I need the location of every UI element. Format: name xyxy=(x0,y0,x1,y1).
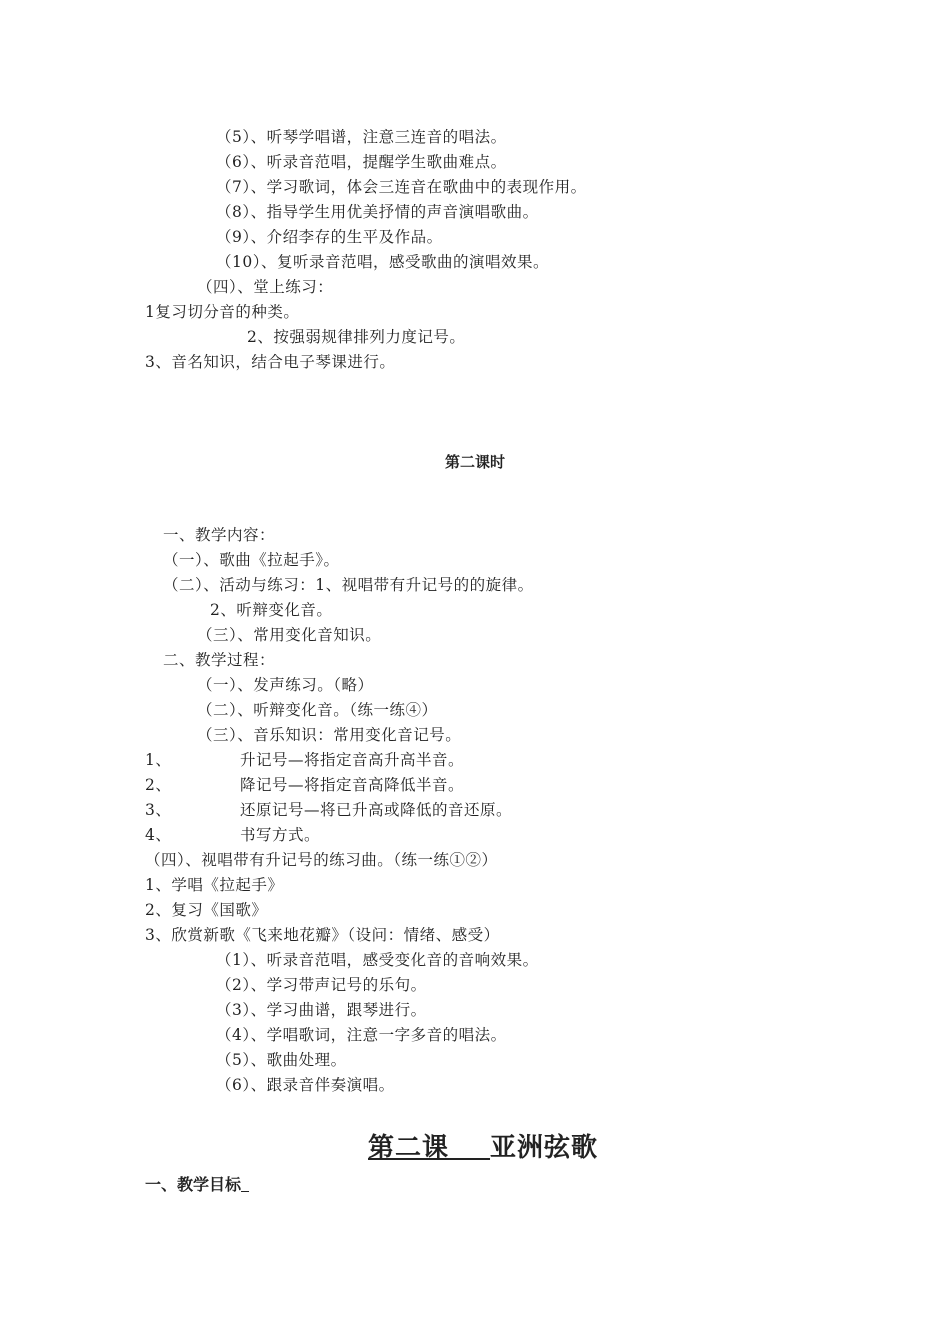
text-line: （3）、学习曲谱，跟琴进行。 xyxy=(216,1001,427,1019)
text-line: （一）、发声练习。（略） xyxy=(197,676,374,694)
text-line: （三）、音乐知识：常用变化音记号。 xyxy=(197,726,462,744)
text-line: 3、音名知识，结合电子琴课进行。 xyxy=(145,353,396,371)
text-line: （6）、跟录音伴奏演唱。 xyxy=(216,1076,395,1094)
text-line: 二、教学过程： xyxy=(163,651,276,669)
text-line: （9）、介绍李存的生平及作品。 xyxy=(216,228,443,246)
lesson-title xyxy=(368,1127,598,1164)
text-line: （四）、视唱带有升记号的练习曲。（练一练①②） xyxy=(145,851,498,869)
text-line: 1复习切分音的种类。 xyxy=(145,303,300,321)
goal-heading-text: 一、教学目标 xyxy=(145,1175,242,1194)
list-number: 4、 xyxy=(145,826,172,844)
lesson-number: 第二课 xyxy=(368,1133,450,1163)
goal-heading xyxy=(145,1172,249,1195)
text-line: 还原记号—将已升高或降低的音还原。 xyxy=(240,801,513,819)
text-line: 2、按强弱规律排列力度记号。 xyxy=(247,328,466,346)
text-line: （5）、听琴学唱谱，注意三连音的唱法。 xyxy=(216,128,507,146)
list-number: 2、 xyxy=(145,776,172,794)
text-line: （2）、学习带声记号的乐句。 xyxy=(216,976,427,994)
text-line: （8）、指导学生用优美抒情的声音演唱歌曲。 xyxy=(216,203,539,221)
text-line: 降记号—将指定音高降低半音。 xyxy=(240,776,465,794)
title-underline-gap xyxy=(449,1133,490,1163)
text-line: （三）、常用变化音知识。 xyxy=(197,626,382,644)
text-line: 2、复习《国歌》 xyxy=(145,901,268,919)
list-number: 1、 xyxy=(145,751,172,769)
text-line: （二）、听辩变化音。（练一练④） xyxy=(197,701,438,719)
text-line: 2、听辩变化音。 xyxy=(210,601,333,619)
text-line: 升记号—将指定音高升高半音。 xyxy=(240,751,465,769)
text-line: 一、教学内容： xyxy=(163,526,276,544)
text-line: （4）、学唱歌词，注意一字多音的唱法。 xyxy=(216,1026,507,1044)
section-title: 第二课时 xyxy=(444,453,505,471)
text-line: （1）、听录音范唱，感受变化音的音响效果。 xyxy=(216,951,539,969)
text-line: （7）、学习歌词，体会三连音在歌曲中的表现作用。 xyxy=(216,178,587,196)
text-line: （二）、活动与练习：1、视唱带有升记号的的旋律。 xyxy=(163,576,534,594)
text-line: （四）、堂上练习： xyxy=(197,278,334,296)
text-line: 书写方式。 xyxy=(240,826,321,844)
text-line: （6）、听录音范唱，提醒学生歌曲难点。 xyxy=(216,153,507,171)
text-line: （5）、歌曲处理。 xyxy=(216,1051,347,1069)
text-line: （10）、复听录音范唱，感受歌曲的演唱效果。 xyxy=(216,253,549,271)
list-number: 3、 xyxy=(145,801,172,819)
text-line: 1、学唱《拉起手》 xyxy=(145,876,284,894)
text-line: （一）、歌曲《拉起手》。 xyxy=(163,551,340,569)
goal-underline xyxy=(241,1175,249,1194)
text-line: 3、欣赏新歌《飞来地花瓣》（设问：情绪、感受） xyxy=(145,926,500,944)
lesson-name: 亚洲弦歌 xyxy=(490,1133,599,1163)
